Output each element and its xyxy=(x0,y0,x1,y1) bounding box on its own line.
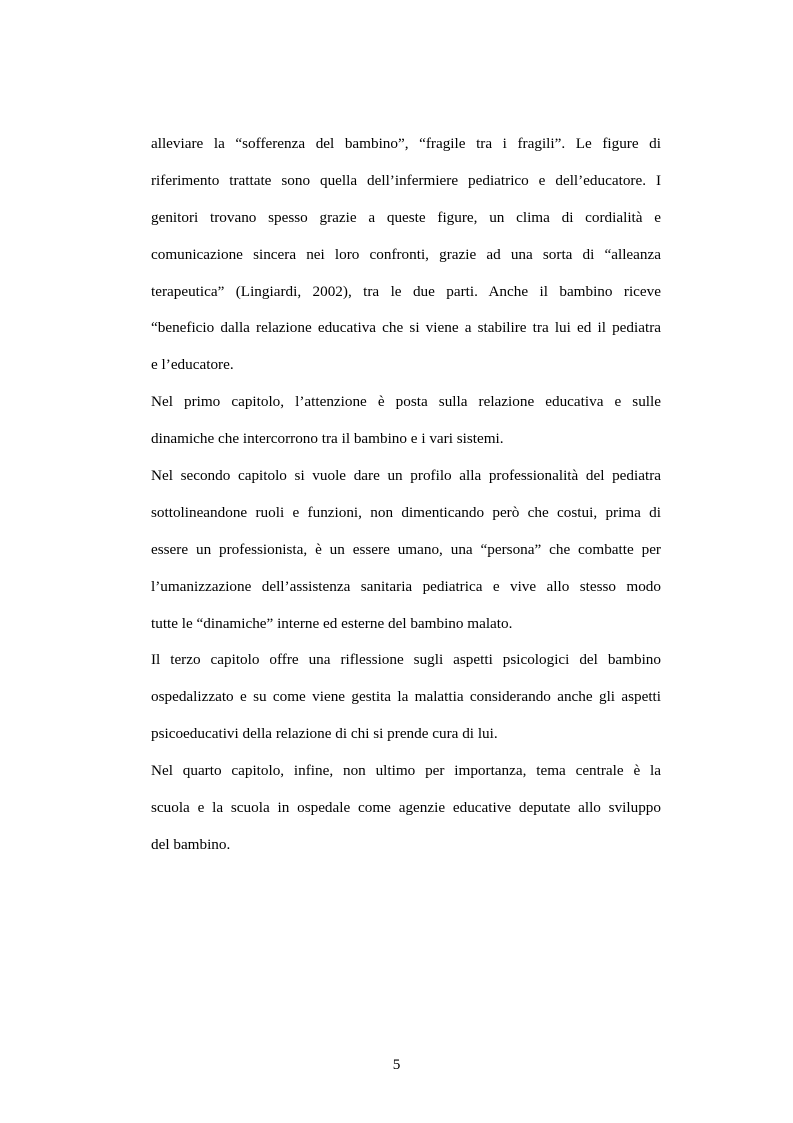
text-line: scuola e la scuola in ospedale come agenzie educative deputate allo sviluppo xyxy=(151,799,661,817)
text-line: genitori trovano spesso grazie a queste figure, un clima di cordialità e xyxy=(151,208,661,226)
text-line: dinamiche che intercorrono tra il bambino e i vari sistemi. xyxy=(151,430,504,448)
text-line: e l’educatore. xyxy=(151,356,234,374)
text-line: l’umanizzazione dell’assistenza sanitaria pediatrica e vive allo stesso modo xyxy=(151,577,661,595)
body-text xyxy=(151,126,661,864)
text-line: Nel quarto capitolo, infine, non ultimo per importanza, tema centrale è la xyxy=(151,762,661,780)
text-line: Il terzo capitolo offre una riflessione sugli aspetti psicologici del bambino xyxy=(151,651,661,669)
text-line: comunicazione sincera nei loro confronti, grazie ad una sorta di “alleanza xyxy=(151,245,661,263)
text-line: sottolineandone ruoli e funzioni, non dimenticando però che costui, prima di xyxy=(151,503,661,521)
text-line: del bambino. xyxy=(151,835,231,853)
text-line: psicoeducativi della relazione di chi si prende cura di lui. xyxy=(151,725,498,743)
text-line: essere un professionista, è un essere umano, una “persona” che combatte per xyxy=(151,540,661,558)
page-number: 5 xyxy=(392,1056,401,1073)
text-line: tutte le “dinamiche” interne ed esterne del bambino malato. xyxy=(151,614,513,632)
text-line: alleviare la “sofferenza del bambino”, “fragile tra i fragili”. Le figure di xyxy=(151,135,661,152)
text-line: riferimento trattate sono quella dell’infermiere pediatrico e dell’educatore. I xyxy=(151,171,661,189)
text-line: Nel secondo capitolo si vuole dare un profilo alla professionalità del pediatra xyxy=(151,467,661,485)
text-line: Nel primo capitolo, l’attenzione è posta sulla relazione educativa e sulle xyxy=(151,393,661,411)
text-line: “beneficio dalla relazione educativa che si viene a stabilire tra lui ed il pediatra xyxy=(151,319,661,337)
text-line: ospedalizzato e su come viene gestita la malattia considerando anche gli aspetti xyxy=(151,688,661,706)
text-line: terapeutica” (Lingiardi, 2002), tra le due parti. Anche il bambino riceve xyxy=(151,282,661,300)
